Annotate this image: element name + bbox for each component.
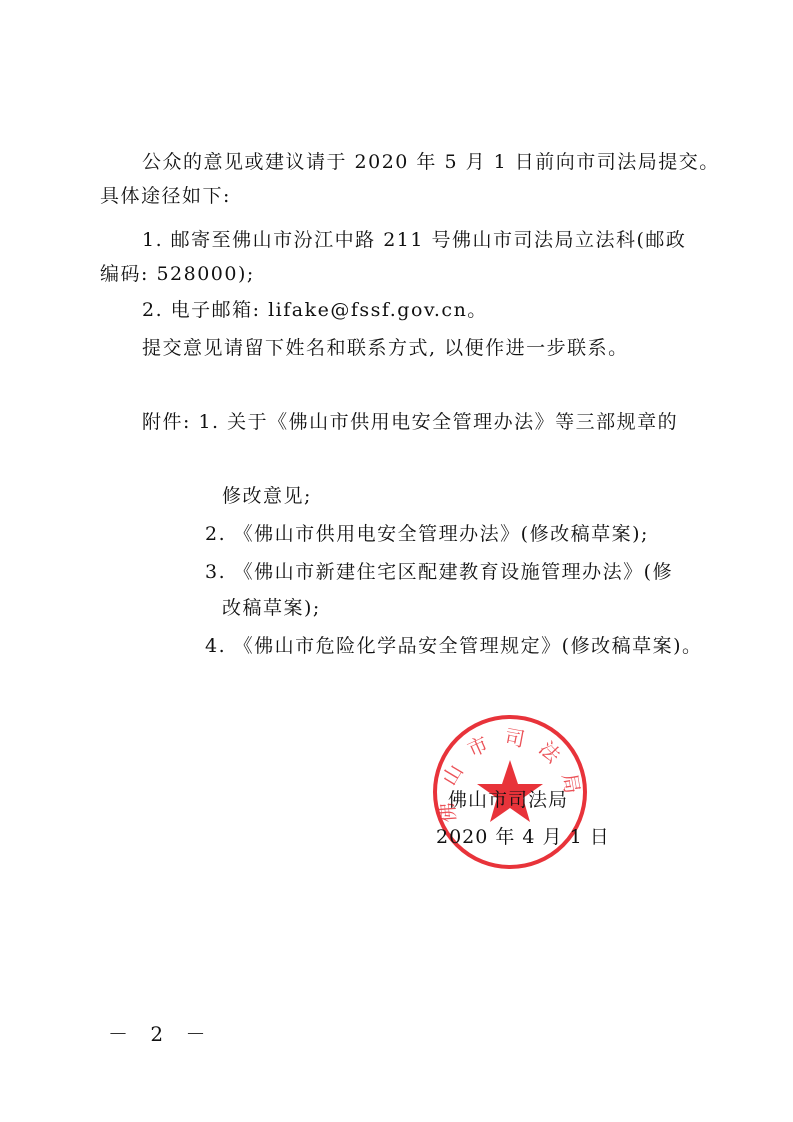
paragraph-email: 2. 电子邮箱: lifake@fssf.gov.cn。 — [142, 299, 488, 321]
paragraph-postal-code: 编码: 528000); — [100, 263, 255, 285]
attachment-item-4: 4. 《佛山市危险化学品安全管理规定》(修改稿草案)。 — [205, 635, 703, 657]
paragraph-channels-intro: 具体途径如下: — [100, 185, 231, 207]
attachment-item-3-continued: 改稿草案); — [222, 597, 321, 619]
signature-organization: 佛山市司法局 — [448, 789, 569, 811]
attachment-item-3: 3. 《佛山市新建住宅区配建教育设施管理办法》(修 — [205, 561, 674, 583]
paragraph-contact-note: 提交意见请留下姓名和联系方式, 以便作进一步联系。 — [142, 337, 629, 359]
attachment-item-1: 附件: 1. 关于《佛山市供用电安全管理办法》等三部规章的 — [142, 411, 679, 433]
signature-date: 2020 年 4 月 1 日 — [436, 826, 610, 848]
paragraph-submission-deadline: 公众的意见或建议请于 2020 年 5 月 1 日前向市司法局提交。 — [142, 151, 720, 173]
paragraph-mail-address: 1. 邮寄至佛山市汾江中路 211 号佛山市司法局立法科(邮政 — [142, 229, 687, 251]
attachment-item-2: 2. 《佛山市供用电安全管理办法》(修改稿草案); — [205, 523, 649, 545]
page-number: － 2 － — [108, 1022, 214, 1046]
attachment-item-1-continued: 修改意见; — [222, 485, 312, 507]
svg-text:佛山市司法局: 佛山市司法局 — [434, 724, 587, 824]
